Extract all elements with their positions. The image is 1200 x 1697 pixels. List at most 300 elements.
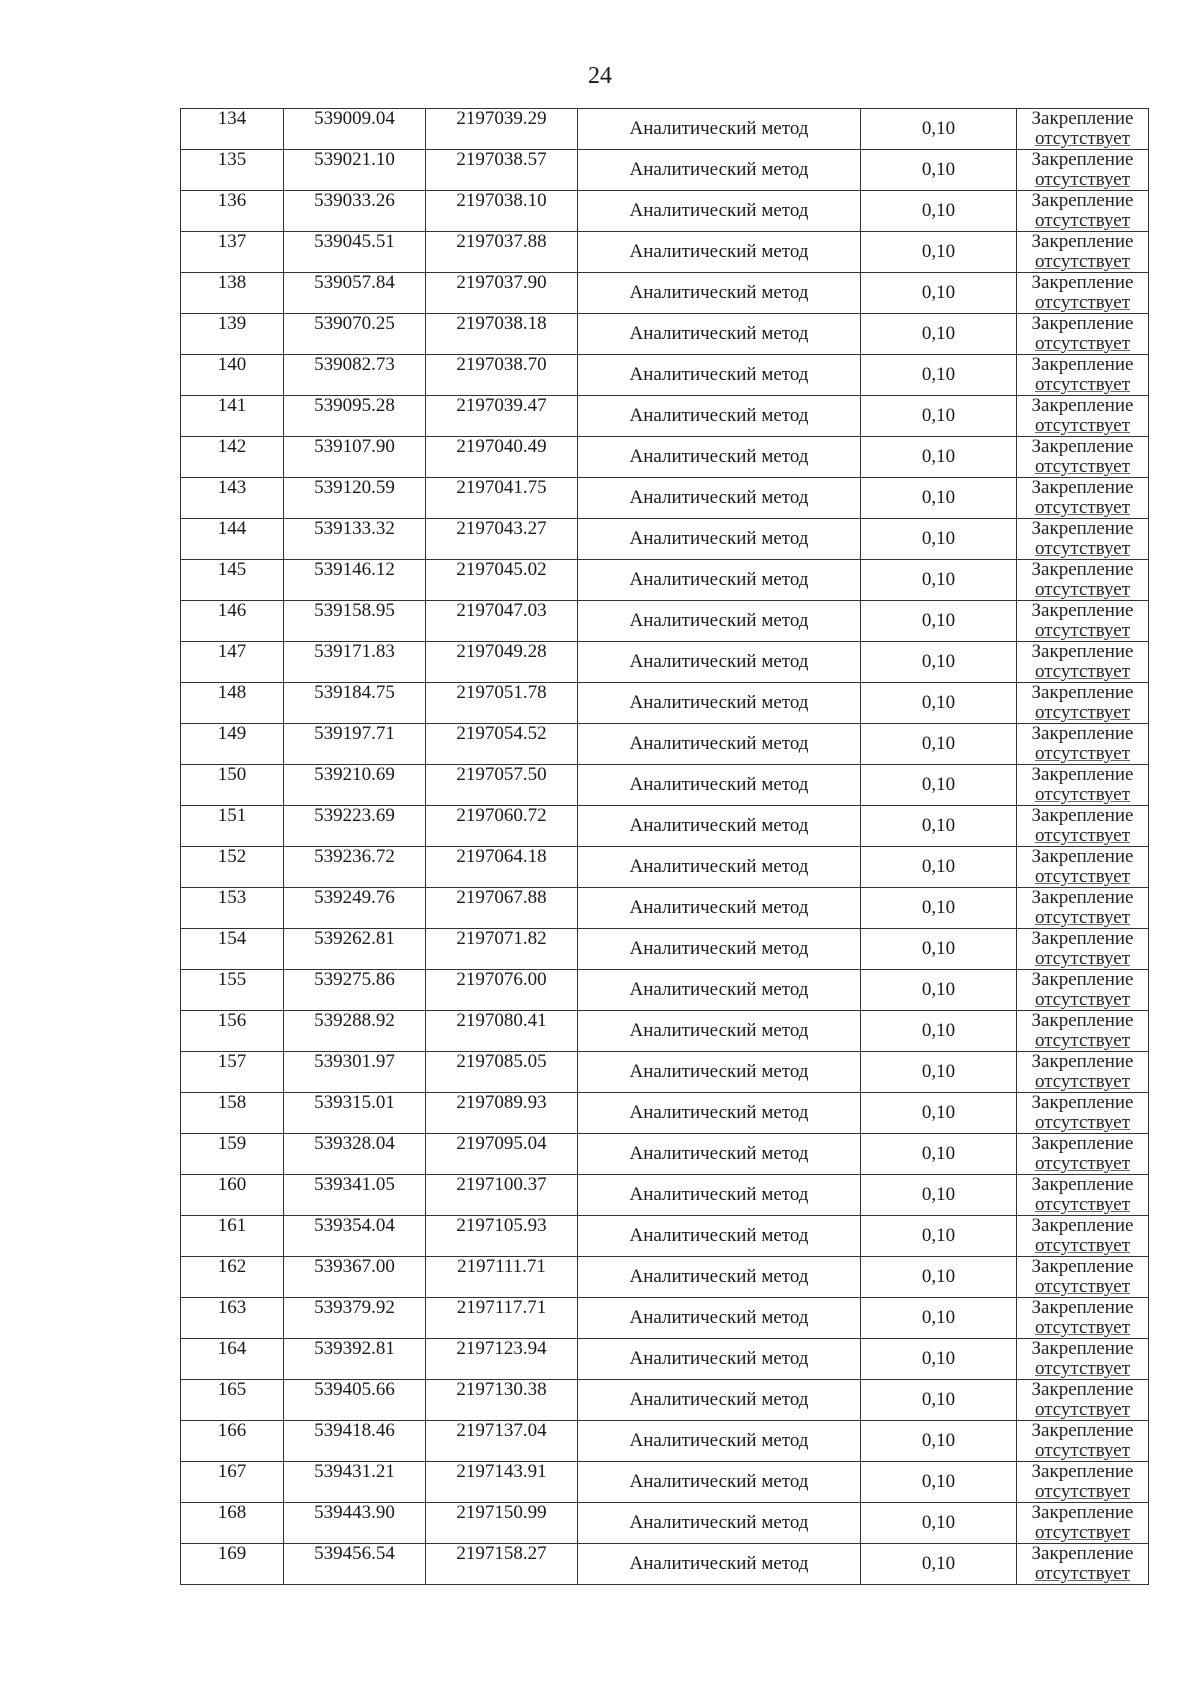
accuracy-cell: 0,10 xyxy=(861,847,1017,888)
point-number-cell: 165 xyxy=(181,1380,284,1421)
method-cell: Аналитический метод xyxy=(578,232,861,273)
accuracy-cell: 0,10 xyxy=(861,601,1017,642)
method-cell: Аналитический метод xyxy=(578,1380,861,1421)
method-cell: Аналитический метод xyxy=(578,806,861,847)
accuracy-cell: 0,10 xyxy=(861,642,1017,683)
point-number-cell: 148 xyxy=(181,683,284,724)
fixing-text-line2: отсутствует xyxy=(1034,661,1131,682)
point-number-cell: 138 xyxy=(181,273,284,314)
table-row xyxy=(181,1052,1149,1093)
fixing-text-line2: отсутствует xyxy=(1034,1440,1131,1461)
x-coordinate-cell: 539184.75 xyxy=(284,683,426,724)
fixing-text-line2: отсутствует xyxy=(1034,1276,1131,1297)
point-number-cell: 143 xyxy=(181,478,284,519)
point-number-cell: 150 xyxy=(181,765,284,806)
y-coordinate-cell: 2197111.71 xyxy=(426,1257,578,1298)
method-cell: Аналитический метод xyxy=(578,437,861,478)
accuracy-cell: 0,10 xyxy=(861,1011,1017,1052)
y-coordinate-cell: 2197100.37 xyxy=(426,1175,578,1216)
fixing-text-line1: Закрепление xyxy=(1031,313,1134,334)
table-row xyxy=(181,314,1149,355)
fixing-text-line2: отсутствует xyxy=(1034,948,1131,969)
x-coordinate-cell: 539456.54 xyxy=(284,1544,426,1585)
fixing-cell xyxy=(1017,519,1149,560)
x-coordinate-cell: 539392.81 xyxy=(284,1339,426,1380)
point-number-cell: 134 xyxy=(181,109,284,150)
fixing-text-line1: Закрепление xyxy=(1031,641,1134,662)
y-coordinate-cell: 2197051.78 xyxy=(426,683,578,724)
table-row xyxy=(181,1380,1149,1421)
fixing-cell xyxy=(1017,355,1149,396)
fixing-text-line2: отсутствует xyxy=(1034,1399,1131,1420)
accuracy-cell: 0,10 xyxy=(861,1298,1017,1339)
fixing-text-line2: отсутствует xyxy=(1034,374,1131,395)
method-cell: Аналитический метод xyxy=(578,765,861,806)
fixing-cell xyxy=(1017,1462,1149,1503)
point-number-cell: 167 xyxy=(181,1462,284,1503)
fixing-text-line2: отсутствует xyxy=(1034,251,1131,272)
method-cell: Аналитический метод xyxy=(578,847,861,888)
table-row xyxy=(181,519,1149,560)
method-cell: Аналитический метод xyxy=(578,601,861,642)
fixing-text-line1: Закрепление xyxy=(1031,1256,1134,1277)
fixing-cell xyxy=(1017,273,1149,314)
table-row xyxy=(181,396,1149,437)
x-coordinate-cell: 539236.72 xyxy=(284,847,426,888)
accuracy-cell: 0,10 xyxy=(861,1134,1017,1175)
point-number-cell: 151 xyxy=(181,806,284,847)
fixing-text-line1: Закрепление xyxy=(1031,1092,1134,1113)
fixing-cell xyxy=(1017,970,1149,1011)
x-coordinate-cell: 539418.46 xyxy=(284,1421,426,1462)
accuracy-cell: 0,10 xyxy=(861,929,1017,970)
fixing-text-line1: Закрепление xyxy=(1031,1379,1134,1400)
fixing-text-line2: отсутствует xyxy=(1034,620,1131,641)
point-number-cell: 169 xyxy=(181,1544,284,1585)
point-number-cell: 156 xyxy=(181,1011,284,1052)
point-number-cell: 140 xyxy=(181,355,284,396)
method-cell: Аналитический метод xyxy=(578,929,861,970)
fixing-text-line1: Закрепление xyxy=(1031,1543,1134,1564)
fixing-cell xyxy=(1017,642,1149,683)
x-coordinate-cell: 539379.92 xyxy=(284,1298,426,1339)
fixing-text-line1: Закрепление xyxy=(1031,600,1134,621)
y-coordinate-cell: 2197037.88 xyxy=(426,232,578,273)
method-cell: Аналитический метод xyxy=(578,1339,861,1380)
table-row xyxy=(181,970,1149,1011)
fixing-text-line1: Закрепление xyxy=(1031,1215,1134,1236)
table-row xyxy=(181,109,1149,150)
fixing-text-line1: Закрепление xyxy=(1031,354,1134,375)
fixing-text-line2: отсутствует xyxy=(1034,128,1131,149)
fixing-cell xyxy=(1017,1298,1149,1339)
y-coordinate-cell: 2197049.28 xyxy=(426,642,578,683)
method-cell: Аналитический метод xyxy=(578,1503,861,1544)
table-row xyxy=(181,478,1149,519)
table-row xyxy=(181,847,1149,888)
accuracy-cell: 0,10 xyxy=(861,1052,1017,1093)
fixing-cell xyxy=(1017,806,1149,847)
fixing-cell xyxy=(1017,1216,1149,1257)
method-cell: Аналитический метод xyxy=(578,642,861,683)
fixing-text-line2: отсутствует xyxy=(1034,497,1131,518)
point-number-cell: 139 xyxy=(181,314,284,355)
x-coordinate-cell: 539223.69 xyxy=(284,806,426,847)
x-coordinate-cell: 539367.00 xyxy=(284,1257,426,1298)
table-row xyxy=(181,1257,1149,1298)
fixing-text-line1: Закрепление xyxy=(1031,969,1134,990)
method-cell: Аналитический метод xyxy=(578,1093,861,1134)
fixing-text-line2: отсутствует xyxy=(1034,415,1131,436)
x-coordinate-cell: 539082.73 xyxy=(284,355,426,396)
x-coordinate-cell: 539341.05 xyxy=(284,1175,426,1216)
accuracy-cell: 0,10 xyxy=(861,1503,1017,1544)
method-cell: Аналитический метод xyxy=(578,396,861,437)
y-coordinate-cell: 2197123.94 xyxy=(426,1339,578,1380)
table-row xyxy=(181,1544,1149,1585)
table-row xyxy=(181,765,1149,806)
accuracy-cell: 0,10 xyxy=(861,724,1017,765)
point-number-cell: 136 xyxy=(181,191,284,232)
point-number-cell: 145 xyxy=(181,560,284,601)
fixing-text-line1: Закрепление xyxy=(1031,1420,1134,1441)
accuracy-cell: 0,10 xyxy=(861,314,1017,355)
y-coordinate-cell: 2197039.47 xyxy=(426,396,578,437)
fixing-text-line2: отсутствует xyxy=(1034,579,1131,600)
point-number-cell: 137 xyxy=(181,232,284,273)
point-number-cell: 163 xyxy=(181,1298,284,1339)
table-row xyxy=(181,1175,1149,1216)
point-number-cell: 146 xyxy=(181,601,284,642)
fixing-text-line2: отсутствует xyxy=(1034,825,1131,846)
x-coordinate-cell: 539133.32 xyxy=(284,519,426,560)
method-cell: Аналитический метод xyxy=(578,1134,861,1175)
fixing-cell xyxy=(1017,1544,1149,1585)
fixing-text-line2: отсутствует xyxy=(1034,292,1131,313)
x-coordinate-cell: 539171.83 xyxy=(284,642,426,683)
fixing-text-line1: Закрепление xyxy=(1031,928,1134,949)
method-cell: Аналитический метод xyxy=(578,314,861,355)
fixing-text-line1: Закрепление xyxy=(1031,682,1134,703)
point-number-cell: 162 xyxy=(181,1257,284,1298)
x-coordinate-cell: 539210.69 xyxy=(284,765,426,806)
method-cell: Аналитический метод xyxy=(578,888,861,929)
x-coordinate-cell: 539095.28 xyxy=(284,396,426,437)
accuracy-cell: 0,10 xyxy=(861,806,1017,847)
table-row xyxy=(181,232,1149,273)
fixing-text-line1: Закрепление xyxy=(1031,272,1134,293)
x-coordinate-cell: 539021.10 xyxy=(284,150,426,191)
y-coordinate-cell: 2197130.38 xyxy=(426,1380,578,1421)
y-coordinate-cell: 2197043.27 xyxy=(426,519,578,560)
method-cell: Аналитический метод xyxy=(578,1544,861,1585)
fixing-cell xyxy=(1017,560,1149,601)
table-row xyxy=(181,724,1149,765)
method-cell: Аналитический метод xyxy=(578,519,861,560)
fixing-text-line2: отсутствует xyxy=(1034,210,1131,231)
y-coordinate-cell: 2197089.93 xyxy=(426,1093,578,1134)
x-coordinate-cell: 539301.97 xyxy=(284,1052,426,1093)
table-row xyxy=(181,683,1149,724)
accuracy-cell: 0,10 xyxy=(861,970,1017,1011)
y-coordinate-cell: 2197047.03 xyxy=(426,601,578,642)
y-coordinate-cell: 2197085.05 xyxy=(426,1052,578,1093)
point-number-cell: 155 xyxy=(181,970,284,1011)
y-coordinate-cell: 2197105.93 xyxy=(426,1216,578,1257)
y-coordinate-cell: 2197039.29 xyxy=(426,109,578,150)
fixing-cell xyxy=(1017,437,1149,478)
fixing-text-line2: отсутствует xyxy=(1034,1481,1131,1502)
y-coordinate-cell: 2197038.10 xyxy=(426,191,578,232)
x-coordinate-cell: 539120.59 xyxy=(284,478,426,519)
fixing-text-line2: отсутствует xyxy=(1034,1194,1131,1215)
x-coordinate-cell: 539275.86 xyxy=(284,970,426,1011)
accuracy-cell: 0,10 xyxy=(861,150,1017,191)
fixing-text-line1: Закрепление xyxy=(1031,1133,1134,1154)
table-row xyxy=(181,1298,1149,1339)
fixing-text-line1: Закрепление xyxy=(1031,395,1134,416)
y-coordinate-cell: 2197040.49 xyxy=(426,437,578,478)
point-number-cell: 153 xyxy=(181,888,284,929)
method-cell: Аналитический метод xyxy=(578,724,861,765)
fixing-text-line1: Закрепление xyxy=(1031,518,1134,539)
table-row xyxy=(181,806,1149,847)
table-row xyxy=(181,601,1149,642)
method-cell: Аналитический метод xyxy=(578,1462,861,1503)
fixing-text-line2: отсутствует xyxy=(1034,333,1131,354)
table-row xyxy=(181,1011,1149,1052)
x-coordinate-cell: 539045.51 xyxy=(284,232,426,273)
y-coordinate-cell: 2197045.02 xyxy=(426,560,578,601)
fixing-text-line2: отсутствует xyxy=(1034,538,1131,559)
table-row xyxy=(181,355,1149,396)
fixing-cell xyxy=(1017,232,1149,273)
table-row xyxy=(181,1093,1149,1134)
fixing-text-line2: отсутствует xyxy=(1034,1358,1131,1379)
fixing-cell xyxy=(1017,929,1149,970)
fixing-cell xyxy=(1017,1339,1149,1380)
fixing-cell xyxy=(1017,1421,1149,1462)
y-coordinate-cell: 2197060.72 xyxy=(426,806,578,847)
x-coordinate-cell: 539262.81 xyxy=(284,929,426,970)
method-cell: Аналитический метод xyxy=(578,1175,861,1216)
x-coordinate-cell: 539197.71 xyxy=(284,724,426,765)
fixing-cell xyxy=(1017,191,1149,232)
fixing-text-line1: Закрепление xyxy=(1031,108,1134,129)
fixing-text-line1: Закрепление xyxy=(1031,1461,1134,1482)
fixing-cell xyxy=(1017,765,1149,806)
accuracy-cell: 0,10 xyxy=(861,519,1017,560)
fixing-cell xyxy=(1017,1175,1149,1216)
fixing-text-line1: Закрепление xyxy=(1031,149,1134,170)
table-row xyxy=(181,1216,1149,1257)
fixing-text-line2: отсутствует xyxy=(1034,169,1131,190)
fixing-text-line2: отсутствует xyxy=(1034,866,1131,887)
x-coordinate-cell: 539009.04 xyxy=(284,109,426,150)
fixing-text-line1: Закрепление xyxy=(1031,231,1134,252)
fixing-cell xyxy=(1017,1011,1149,1052)
fixing-text-line1: Закрепление xyxy=(1031,559,1134,580)
table-row xyxy=(181,1503,1149,1544)
accuracy-cell: 0,10 xyxy=(861,888,1017,929)
fixing-text-line1: Закрепление xyxy=(1031,1502,1134,1523)
table-row xyxy=(181,273,1149,314)
y-coordinate-cell: 2197071.82 xyxy=(426,929,578,970)
table-row xyxy=(181,1339,1149,1380)
fixing-text-line1: Закрепление xyxy=(1031,887,1134,908)
accuracy-cell: 0,10 xyxy=(861,478,1017,519)
accuracy-cell: 0,10 xyxy=(861,1175,1017,1216)
method-cell: Аналитический метод xyxy=(578,560,861,601)
fixing-text-line2: отсутствует xyxy=(1034,1522,1131,1543)
point-number-cell: 159 xyxy=(181,1134,284,1175)
point-number-cell: 160 xyxy=(181,1175,284,1216)
y-coordinate-cell: 2197117.71 xyxy=(426,1298,578,1339)
table-row xyxy=(181,150,1149,191)
table-row xyxy=(181,642,1149,683)
fixing-cell xyxy=(1017,1380,1149,1421)
fixing-text-line1: Закрепление xyxy=(1031,436,1134,457)
method-cell: Аналитический метод xyxy=(578,1257,861,1298)
fixing-text-line2: отсутствует xyxy=(1034,1235,1131,1256)
point-number-cell: 158 xyxy=(181,1093,284,1134)
fixing-cell xyxy=(1017,1257,1149,1298)
fixing-cell xyxy=(1017,396,1149,437)
x-coordinate-cell: 539249.76 xyxy=(284,888,426,929)
accuracy-cell: 0,10 xyxy=(861,683,1017,724)
x-coordinate-cell: 539033.26 xyxy=(284,191,426,232)
fixing-cell xyxy=(1017,683,1149,724)
x-coordinate-cell: 539443.90 xyxy=(284,1503,426,1544)
point-number-cell: 147 xyxy=(181,642,284,683)
method-cell: Аналитический метод xyxy=(578,1216,861,1257)
x-coordinate-cell: 539057.84 xyxy=(284,273,426,314)
fixing-cell xyxy=(1017,1503,1149,1544)
y-coordinate-cell: 2197095.04 xyxy=(426,1134,578,1175)
fixing-text-line1: Закрепление xyxy=(1031,1051,1134,1072)
point-number-cell: 144 xyxy=(181,519,284,560)
accuracy-cell: 0,10 xyxy=(861,109,1017,150)
fixing-cell xyxy=(1017,1093,1149,1134)
coordinates-table-body xyxy=(181,109,1149,1585)
x-coordinate-cell: 539146.12 xyxy=(284,560,426,601)
fixing-text-line2: отсутствует xyxy=(1034,989,1131,1010)
fixing-text-line2: отсутствует xyxy=(1034,907,1131,928)
fixing-text-line2: отсутствует xyxy=(1034,784,1131,805)
table-row xyxy=(181,1462,1149,1503)
fixing-cell xyxy=(1017,314,1149,355)
method-cell: Аналитический метод xyxy=(578,1298,861,1339)
fixing-cell xyxy=(1017,601,1149,642)
accuracy-cell: 0,10 xyxy=(861,232,1017,273)
point-number-cell: 152 xyxy=(181,847,284,888)
y-coordinate-cell: 2197038.70 xyxy=(426,355,578,396)
fixing-cell xyxy=(1017,150,1149,191)
fixing-text-line1: Закрепление xyxy=(1031,805,1134,826)
method-cell: Аналитический метод xyxy=(578,1421,861,1462)
x-coordinate-cell: 539107.90 xyxy=(284,437,426,478)
fixing-text-line1: Закрепление xyxy=(1031,477,1134,498)
method-cell: Аналитический метод xyxy=(578,1011,861,1052)
method-cell: Аналитический метод xyxy=(578,191,861,232)
accuracy-cell: 0,10 xyxy=(861,765,1017,806)
x-coordinate-cell: 539288.92 xyxy=(284,1011,426,1052)
fixing-text-line2: отсутствует xyxy=(1034,456,1131,477)
fixing-cell xyxy=(1017,724,1149,765)
table-row xyxy=(181,888,1149,929)
table-row xyxy=(181,191,1149,232)
point-number-cell: 142 xyxy=(181,437,284,478)
y-coordinate-cell: 2197037.90 xyxy=(426,273,578,314)
point-number-cell: 154 xyxy=(181,929,284,970)
method-cell: Аналитический метод xyxy=(578,150,861,191)
method-cell: Аналитический метод xyxy=(578,970,861,1011)
accuracy-cell: 0,10 xyxy=(861,355,1017,396)
fixing-text-line2: отсутствует xyxy=(1034,702,1131,723)
fixing-cell xyxy=(1017,109,1149,150)
method-cell: Аналитический метод xyxy=(578,355,861,396)
method-cell: Аналитический метод xyxy=(578,478,861,519)
point-number-cell: 141 xyxy=(181,396,284,437)
fixing-text-line1: Закрепление xyxy=(1031,846,1134,867)
table-row xyxy=(181,1134,1149,1175)
x-coordinate-cell: 539315.01 xyxy=(284,1093,426,1134)
fixing-text-line1: Закрепление xyxy=(1031,1338,1134,1359)
method-cell: Аналитический метод xyxy=(578,273,861,314)
point-number-cell: 164 xyxy=(181,1339,284,1380)
fixing-cell xyxy=(1017,478,1149,519)
fixing-text-line1: Закрепление xyxy=(1031,1174,1134,1195)
method-cell: Аналитический метод xyxy=(578,1052,861,1093)
y-coordinate-cell: 2197057.50 xyxy=(426,765,578,806)
y-coordinate-cell: 2197076.00 xyxy=(426,970,578,1011)
fixing-text-line1: Закрепление xyxy=(1031,764,1134,785)
x-coordinate-cell: 539328.04 xyxy=(284,1134,426,1175)
y-coordinate-cell: 2197038.18 xyxy=(426,314,578,355)
fixing-text-line2: отсутствует xyxy=(1034,1030,1131,1051)
accuracy-cell: 0,10 xyxy=(861,396,1017,437)
accuracy-cell: 0,10 xyxy=(861,1421,1017,1462)
y-coordinate-cell: 2197080.41 xyxy=(426,1011,578,1052)
y-coordinate-cell: 2197158.27 xyxy=(426,1544,578,1585)
fixing-text-line2: отсутствует xyxy=(1034,743,1131,764)
y-coordinate-cell: 2197054.52 xyxy=(426,724,578,765)
point-number-cell: 149 xyxy=(181,724,284,765)
fixing-text-line2: отсутствует xyxy=(1034,1153,1131,1174)
accuracy-cell: 0,10 xyxy=(861,1380,1017,1421)
y-coordinate-cell: 2197041.75 xyxy=(426,478,578,519)
accuracy-cell: 0,10 xyxy=(861,1462,1017,1503)
accuracy-cell: 0,10 xyxy=(861,191,1017,232)
fixing-text-line2: отсутствует xyxy=(1034,1112,1131,1133)
fixing-cell xyxy=(1017,888,1149,929)
accuracy-cell: 0,10 xyxy=(861,1216,1017,1257)
y-coordinate-cell: 2197137.04 xyxy=(426,1421,578,1462)
fixing-text-line1: Закрепление xyxy=(1031,723,1134,744)
coordinates-table xyxy=(180,108,1149,1585)
point-number-cell: 135 xyxy=(181,150,284,191)
point-number-cell: 161 xyxy=(181,1216,284,1257)
table-row xyxy=(181,1421,1149,1462)
x-coordinate-cell: 539431.21 xyxy=(284,1462,426,1503)
point-number-cell: 166 xyxy=(181,1421,284,1462)
accuracy-cell: 0,10 xyxy=(861,273,1017,314)
x-coordinate-cell: 539158.95 xyxy=(284,601,426,642)
fixing-text-line2: отсутствует xyxy=(1034,1071,1131,1092)
table-row xyxy=(181,437,1149,478)
y-coordinate-cell: 2197064.18 xyxy=(426,847,578,888)
fixing-cell xyxy=(1017,847,1149,888)
